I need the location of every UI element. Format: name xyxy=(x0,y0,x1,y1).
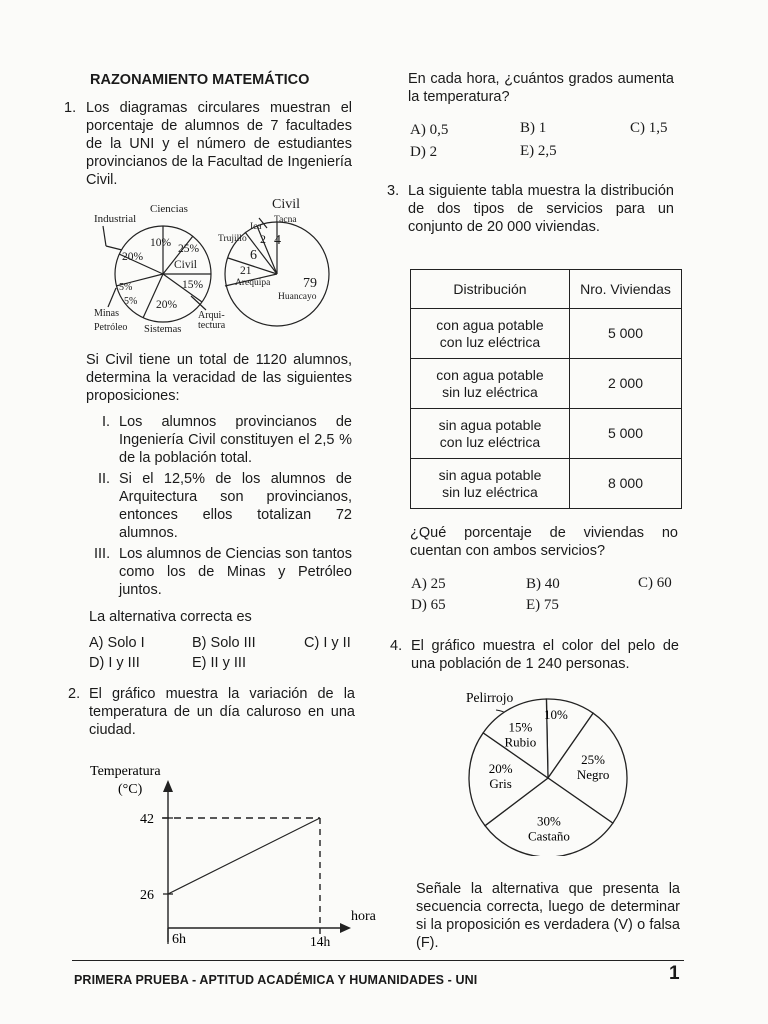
q1-option-e[interactable]: E) II y III xyxy=(192,655,246,671)
prop-3-roman: III. xyxy=(94,546,111,562)
label-petroleo: Petróleo xyxy=(94,322,128,333)
q3-option-d[interactable]: D) 65 xyxy=(411,597,446,613)
label-p20b: 20% xyxy=(156,299,178,311)
pie-pct-gris: 20% xyxy=(488,760,513,776)
row-4-line2: sin luz eléctrica xyxy=(442,483,538,500)
table-row xyxy=(411,409,682,459)
row-3-value: 5 000 xyxy=(570,409,682,459)
y-axis-label: Temperatura xyxy=(90,764,161,779)
footer-rule xyxy=(72,960,684,961)
question-3-prompt: ¿Qué porcentaje de viviendas no cuentan con ambos servicios? xyxy=(410,525,678,559)
label-p15: 15% xyxy=(182,279,204,291)
q2-option-d[interactable]: D) 2 xyxy=(410,144,438,160)
row-1-value: 5 000 xyxy=(570,309,682,359)
prop-3-text: Los alumnos de Ciencias son tantos como los de Minas y Petróleo juntos. xyxy=(119,546,352,598)
question-1-stem: Si Civil tiene un total de 1120 alumnos, determina la veracidad de las siguientes proposiciones: xyxy=(86,352,352,404)
question-3-number: 3. xyxy=(387,183,400,199)
pie-pct-rubio: 15% xyxy=(508,719,533,735)
y-axis-unit: (°C) xyxy=(118,782,143,797)
q1-option-d[interactable]: D) I y III xyxy=(89,655,140,671)
temperature-line-chart xyxy=(80,758,390,954)
row-4-value: 8 000 xyxy=(570,459,682,509)
footer-text: PRIMERA PRUEBA - APTITUD ACADÉMICA Y HUMANIDADES - UNI xyxy=(74,973,478,987)
label-n79: 79 xyxy=(303,276,317,291)
question-4-prompt: Señale la alternativa que presenta la secuencia correcta, luego de determinar si la proposición es verdadera (V) o falsa (F). xyxy=(416,881,680,951)
table-row xyxy=(411,359,682,409)
label-arequipa: Arequipa xyxy=(235,278,271,288)
q3-option-c[interactable]: C) 60 xyxy=(638,575,672,591)
x-axis-label: hora xyxy=(351,909,376,924)
prop-1-roman: I. xyxy=(102,414,111,430)
pie-pct-castaño: 30% xyxy=(537,813,561,829)
pie-label-castaño: Castaño xyxy=(528,828,570,844)
question-3-text: La siguiente tabla muestra la distribución de dos tipos de servicios para un conjunto de 20 000 viviendas. xyxy=(408,183,674,235)
label-ciencias: Ciencias xyxy=(150,203,188,215)
question-2-text: El gráfico muestra la variación de la temperatura de un día caluroso en una ciudad. xyxy=(89,686,355,738)
pie-label-rubio: Rubio xyxy=(504,734,537,750)
label-trujillo: Trujillo xyxy=(218,234,247,244)
section-title: RAZONAMIENTO MATEMÁTICO xyxy=(90,72,310,88)
row-2-value: 2 000 xyxy=(570,359,682,409)
question-1-prompt: La alternativa correcta es xyxy=(89,609,252,625)
q3-option-a[interactable]: A) 25 xyxy=(411,576,446,592)
label-industrial: Industrial xyxy=(94,213,137,225)
label-sistemas: Sistemas xyxy=(144,324,182,335)
pie-title-pelirrojo: Pelirrojo xyxy=(466,690,514,705)
label-arquitectura-2: tectura xyxy=(198,320,226,331)
row-2-line1: con agua potable xyxy=(436,366,544,383)
row-2-line2: sin luz eléctrica xyxy=(442,383,538,400)
question-2-number: 2. xyxy=(68,686,81,702)
row-3-line2: con luz eléctrica xyxy=(439,433,541,450)
hair-color-pie-chart xyxy=(458,686,638,856)
label-n2: 2 xyxy=(260,232,266,246)
y-tick-26: 26 xyxy=(140,888,154,903)
question-1-number: 1. xyxy=(64,100,77,116)
services-table xyxy=(410,269,682,509)
q2-option-c[interactable]: C) 1,5 xyxy=(630,120,668,136)
label-ica: Ica xyxy=(250,222,262,232)
y-axis-arrow xyxy=(163,780,173,792)
prop-2-text: Si el 12,5% de los alumnos de Arquitectura son provincianos, entonces ellos totalizan 72 alumnos. xyxy=(119,471,352,541)
q2-option-a[interactable]: A) 0,5 xyxy=(410,122,449,138)
q2-option-b[interactable]: B) 1 xyxy=(520,120,547,136)
question-4-number: 4. xyxy=(390,638,403,654)
label-arquitectura-1: Arqui- xyxy=(198,310,225,321)
q1-option-a[interactable]: A) Solo I xyxy=(89,635,145,651)
question-1-text: Los diagramas circulares muestran el porcentaje de alumnos de 7 facultades de la UNI y el número de estudiantes provincianos de la Facultad de Ingeniería Civil. xyxy=(86,100,352,188)
q1-option-b[interactable]: B) Solo III xyxy=(192,635,256,651)
pie-pct-pelirrojo: 10% xyxy=(543,707,568,723)
label-p25: 25% xyxy=(178,243,200,255)
label-n4: 4 xyxy=(274,233,281,248)
temperature-series-line xyxy=(168,818,320,894)
row-4-line1: sin agua potable xyxy=(438,466,542,483)
civil-pie-title: Civil xyxy=(272,197,301,212)
pie-pct-negro: 25% xyxy=(581,751,606,767)
label-n21: 21 xyxy=(240,265,252,277)
prop-1-text: Los alumnos provincianos de Ingeniería Civil constituyen el 2,5 % de la población total. xyxy=(119,414,352,466)
row-3-line1: sin agua potable xyxy=(438,416,542,433)
table-header-viviendas: Nro. Viviendas xyxy=(570,270,682,309)
table-row xyxy=(411,459,682,509)
pie-label-gris: Gris xyxy=(489,775,512,791)
page-number: 1 xyxy=(669,963,680,984)
label-huancayo: Huancayo xyxy=(278,292,317,302)
label-p20a: 20% xyxy=(122,251,144,263)
label-minas: Minas xyxy=(94,308,119,319)
table-header-distribucion: Distribución xyxy=(411,270,570,309)
x-tick-14h: 14h xyxy=(310,934,331,949)
prop-2-roman: II. xyxy=(98,471,111,487)
q2-option-e[interactable]: E) 2,5 xyxy=(520,143,557,159)
row-1-line1: con agua potable xyxy=(436,316,544,333)
label-p5a: 5% xyxy=(119,282,133,293)
label-n6: 6 xyxy=(250,248,257,263)
q3-option-b[interactable]: B) 40 xyxy=(526,576,560,592)
y-tick-42: 42 xyxy=(140,812,154,827)
table-row xyxy=(411,309,682,359)
label-p10: 10% xyxy=(150,237,172,249)
x-tick-6h: 6h xyxy=(172,932,186,947)
label-tacna: Tacna xyxy=(274,215,297,225)
row-1-line2: con luz eléctrica xyxy=(439,333,541,350)
x-axis-arrow xyxy=(340,923,351,933)
question-4-text: El gráfico muestra el color del pelo de una población de 1 240 personas. xyxy=(411,638,679,672)
faculties-pie-charts xyxy=(86,188,352,340)
question-2-continuation: En cada hora, ¿cuántos grados aumenta la temperatura? xyxy=(408,71,674,105)
pie-label-negro: Negro xyxy=(576,766,610,782)
label-p5b: 5% xyxy=(124,296,138,307)
q1-option-c[interactable]: C) I y II xyxy=(304,635,351,651)
label-civil-slice: Civil xyxy=(174,259,198,271)
q3-option-e[interactable]: E) 75 xyxy=(526,597,559,613)
